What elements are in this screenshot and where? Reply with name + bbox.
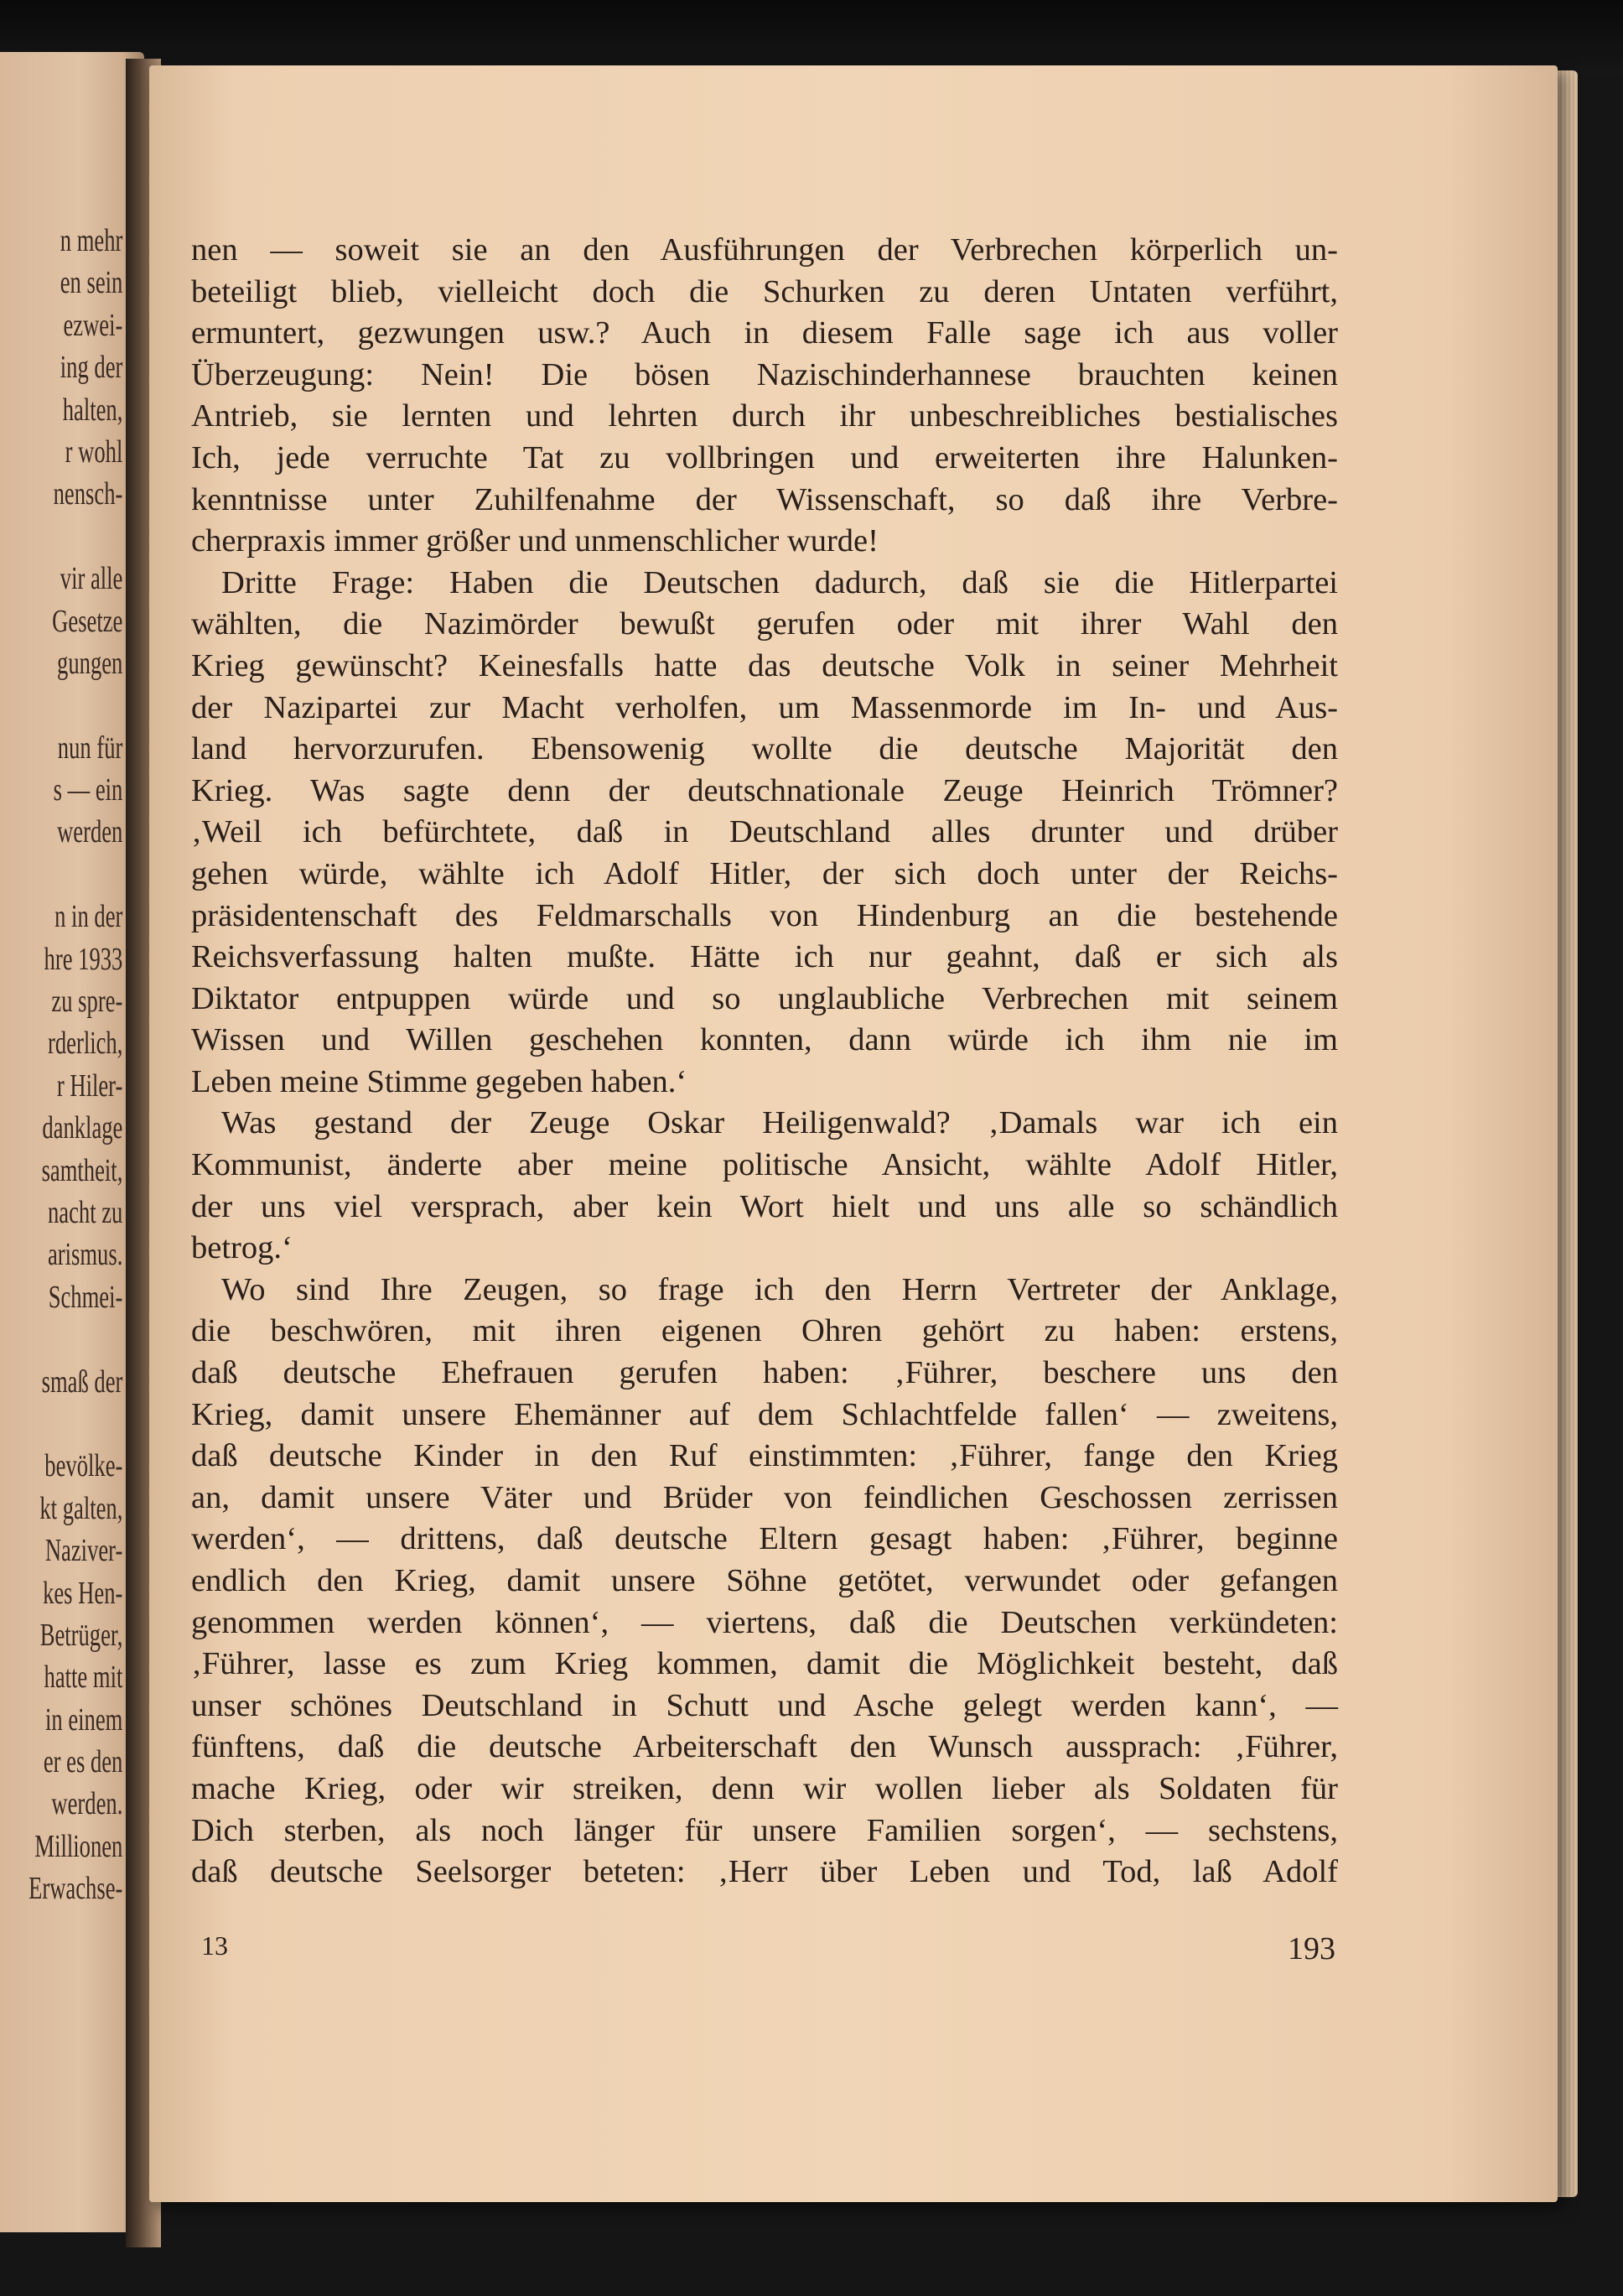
text-line: Diktator entpuppen würde und so unglaubliche Verbrechen mit seinem xyxy=(191,980,1338,1016)
text-line: hre 1933 xyxy=(44,941,122,977)
text-line: Millionen xyxy=(34,1828,122,1864)
text-line: Gesetze xyxy=(51,603,123,639)
text-line: endlich den Krieg, damit unsere Söhne getötet, verwundet oder gefangen xyxy=(191,1563,1338,1598)
text-line: land hervorzurufen. Ebensowenig wollte die deutsche Majorität den xyxy=(191,731,1338,767)
text-line: arismus. xyxy=(47,1237,122,1273)
text-line: s — ein xyxy=(53,772,122,808)
text-line: ing der xyxy=(60,350,122,386)
text-line: bevölke- xyxy=(44,1448,122,1484)
text-line: werden xyxy=(56,814,122,850)
text-line: an, damit unsere Väter und Brüder von feindlichen Geschossen zerrissen xyxy=(191,1479,1338,1515)
text-line: nensch- xyxy=(53,476,122,512)
text-line xyxy=(29,684,122,726)
text-line: nacht zu xyxy=(47,1194,122,1230)
text-line: Krieg. Was sagte denn der deutschnationale Zeuge Heinrich Trömner? xyxy=(191,772,1338,808)
text-line: smaß der xyxy=(41,1364,123,1400)
text-line: kes Hen- xyxy=(42,1575,123,1611)
text-line: en sein xyxy=(60,265,122,301)
text-line: in einem xyxy=(44,1701,123,1738)
text-line: wählten, die Nazimörder bewußt gerufen oder mit ihrer Wahl den xyxy=(191,606,1338,642)
text-line xyxy=(29,854,122,896)
text-line: n in der xyxy=(54,899,122,935)
text-line: daß deutsche Seelsorger beteten: ‚Herr über Leben und Tod, laß Adolf xyxy=(191,1854,1338,1890)
text-line: der Nazipartei zur Macht verholfen, um Massenmorde im In- und Aus- xyxy=(191,689,1338,725)
text-line xyxy=(29,516,122,558)
text-line: cherpraxis immer größer und unmenschlicher wurde! xyxy=(191,523,879,559)
text-line: der uns viel versprach, aber kein Wort hielt und uns alle so schändlich xyxy=(191,1188,1338,1224)
text-line: Krieg gewünscht? Keinesfalls hatte das deutsche Volk in seiner Mehrheit xyxy=(191,647,1338,683)
text-line: Schmei- xyxy=(48,1279,122,1315)
left-page xyxy=(0,52,144,2232)
text-line: vir alle xyxy=(60,561,122,597)
text-line: Leben meine Stimme gegeben haben.‘ xyxy=(191,1063,687,1099)
text-line xyxy=(29,1318,122,1360)
signature-mark: 13 xyxy=(201,1930,228,1961)
text-line: kenntnisse unter Zuhilfenahme der Wissenschaft, so daß ihre Verbre- xyxy=(191,481,1338,517)
text-line: Naziver- xyxy=(44,1533,122,1569)
text-line: rderlich, xyxy=(47,1026,122,1062)
text-line: beteiligt blieb, vielleicht doch die Schurken zu deren Untaten verführt, xyxy=(191,273,1338,309)
body-text xyxy=(191,230,1338,1893)
background-shadow xyxy=(0,0,1623,75)
text-line: werden. xyxy=(51,1786,122,1822)
text-line: zu spre- xyxy=(51,984,122,1020)
text-line: halten, xyxy=(62,392,122,428)
text-line: Wissen und Willen geschehen konnten, dann würde ich ihm nie im xyxy=(191,1022,1338,1058)
text-line xyxy=(29,1403,122,1445)
page-number: 193 xyxy=(1288,1931,1335,1966)
text-line: ermuntert, gezwungen usw.? Auch in diesem Falle sage ich aus voller xyxy=(191,315,1338,351)
text-line: betrog.‘ xyxy=(191,1230,293,1266)
text-line: r Hiler- xyxy=(56,1067,122,1104)
text-line: Krieg, damit unsere Ehemänner auf dem Schlachtfelde fallen‘ — zweitens, xyxy=(191,1396,1338,1432)
text-line: Reichsverfassung halten mußte. Hätte ich nur geahnt, daß er sich als xyxy=(191,939,1338,975)
text-line: nun für xyxy=(57,730,122,766)
text-line: die beschwören, mit ihren eigenen Ohren gehört zu haben: erstens, xyxy=(191,1313,1338,1349)
text-line: fünftens, daß die deutsche Arbeiterschaft den Wunsch aussprach: ‚Führer, xyxy=(191,1729,1338,1765)
text-line: Dich sterben, als noch länger für unsere Familien sorgen‘, — sechstens, xyxy=(191,1812,1338,1848)
text-line: Betrüger, xyxy=(39,1617,122,1653)
text-line: unser schönes Deutschland in Schutt und Asche gelegt werden kann‘, — xyxy=(191,1687,1338,1723)
text-line: ezwei- xyxy=(63,307,122,343)
text-line: kt galten, xyxy=(39,1490,122,1526)
text-line: Was gestand der Zeuge Oskar Heiligenwald? ‚Damals war ich ein xyxy=(221,1105,1338,1141)
text-line: Wo sind Ihre Zeugen, so frage ich den Herrn Vertreter der Anklage, xyxy=(221,1271,1338,1307)
text-line: ‚Weil ich befürchtete, daß in Deutschland alles drunter und drüber xyxy=(191,814,1338,850)
text-line: gungen xyxy=(56,645,122,681)
text-line: Ich, jede verruchte Tat zu vollbringen und erweiterten ihre Halunken- xyxy=(191,439,1338,475)
text-line: ‚Führer, lasse es zum Krieg kommen, damit die Möglichkeit besteht, daß xyxy=(191,1646,1338,1682)
text-line: Dritte Frage: Haben die Deutschen dadurch, daß sie die Hitlerpartei xyxy=(221,564,1338,600)
text-line: daß deutsche Ehefrauen gerufen haben: ‚Führer, beschere uns den xyxy=(191,1355,1338,1391)
text-line: genommen werden können‘, — viertens, daß die Deutschen verkündeten: xyxy=(191,1604,1338,1640)
text-line: Überzeugung: Nein! Die bösen Nazischinderhannese brauchten keinen xyxy=(191,356,1338,392)
text-line: Kommunist, änderte aber meine politische Ansicht, wählte Adolf Hitler, xyxy=(191,1147,1338,1183)
text-line: präsidentenschaft des Feldmarschalls von Hindenburg an die bestehende xyxy=(191,897,1338,933)
text-line: n mehr xyxy=(60,223,122,258)
text-line: Erwachse- xyxy=(28,1871,122,1907)
text-line: Antrieb, sie lernten und lehrten durch ihr unbeschreibliches bestialisches xyxy=(191,398,1338,434)
text-line: samtheit, xyxy=(41,1152,122,1188)
text-line: r wohl xyxy=(65,434,122,470)
text-line: er es den xyxy=(43,1744,122,1780)
text-line: daß deutsche Kinder in den Ruf einstimmten: ‚Führer, fange den Krieg xyxy=(191,1438,1338,1474)
text-line: hatte mit xyxy=(44,1660,122,1696)
text-line: mache Krieg, oder wir streiken, denn wir wollen lieber als Soldaten für xyxy=(191,1770,1338,1806)
text-line: werden‘, — drittens, daß deutsche Eltern gesagt haben: ‚Führer, beginne xyxy=(191,1521,1338,1557)
left-page-text-fragments xyxy=(29,220,122,1910)
text-line: danklage xyxy=(41,1110,122,1146)
text-line: nen — soweit sie an den Ausführungen der Verbrechen körperlich un- xyxy=(191,232,1338,268)
text-line: gehen würde, wählte ich Adolf Hitler, der sich doch unter der Reichs- xyxy=(191,855,1338,891)
